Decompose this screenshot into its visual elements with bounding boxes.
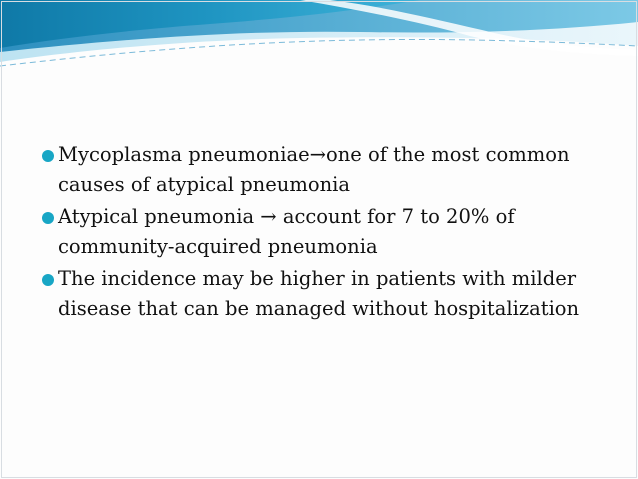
bullet-item [36,264,616,324]
bullet-item [36,202,616,262]
bullet-dot-icon [42,212,54,224]
bullet-dot-icon [42,274,54,286]
bullet-text: Atypical pneumonia → account for 7 to 20% of community-acquired pneumonia [58,205,515,258]
bullet-item [36,140,616,200]
header-wave-banner [0,0,638,80]
bullet-text: Mycoplasma pneumoniae→one of the most common causes of atypical pneumonia [58,143,570,196]
bullet-list [36,140,616,326]
bullet-text: The incidence may be higher in patients with milder disease that can be managed without hospitalization [58,267,580,320]
bullet-dot-icon [42,150,54,162]
